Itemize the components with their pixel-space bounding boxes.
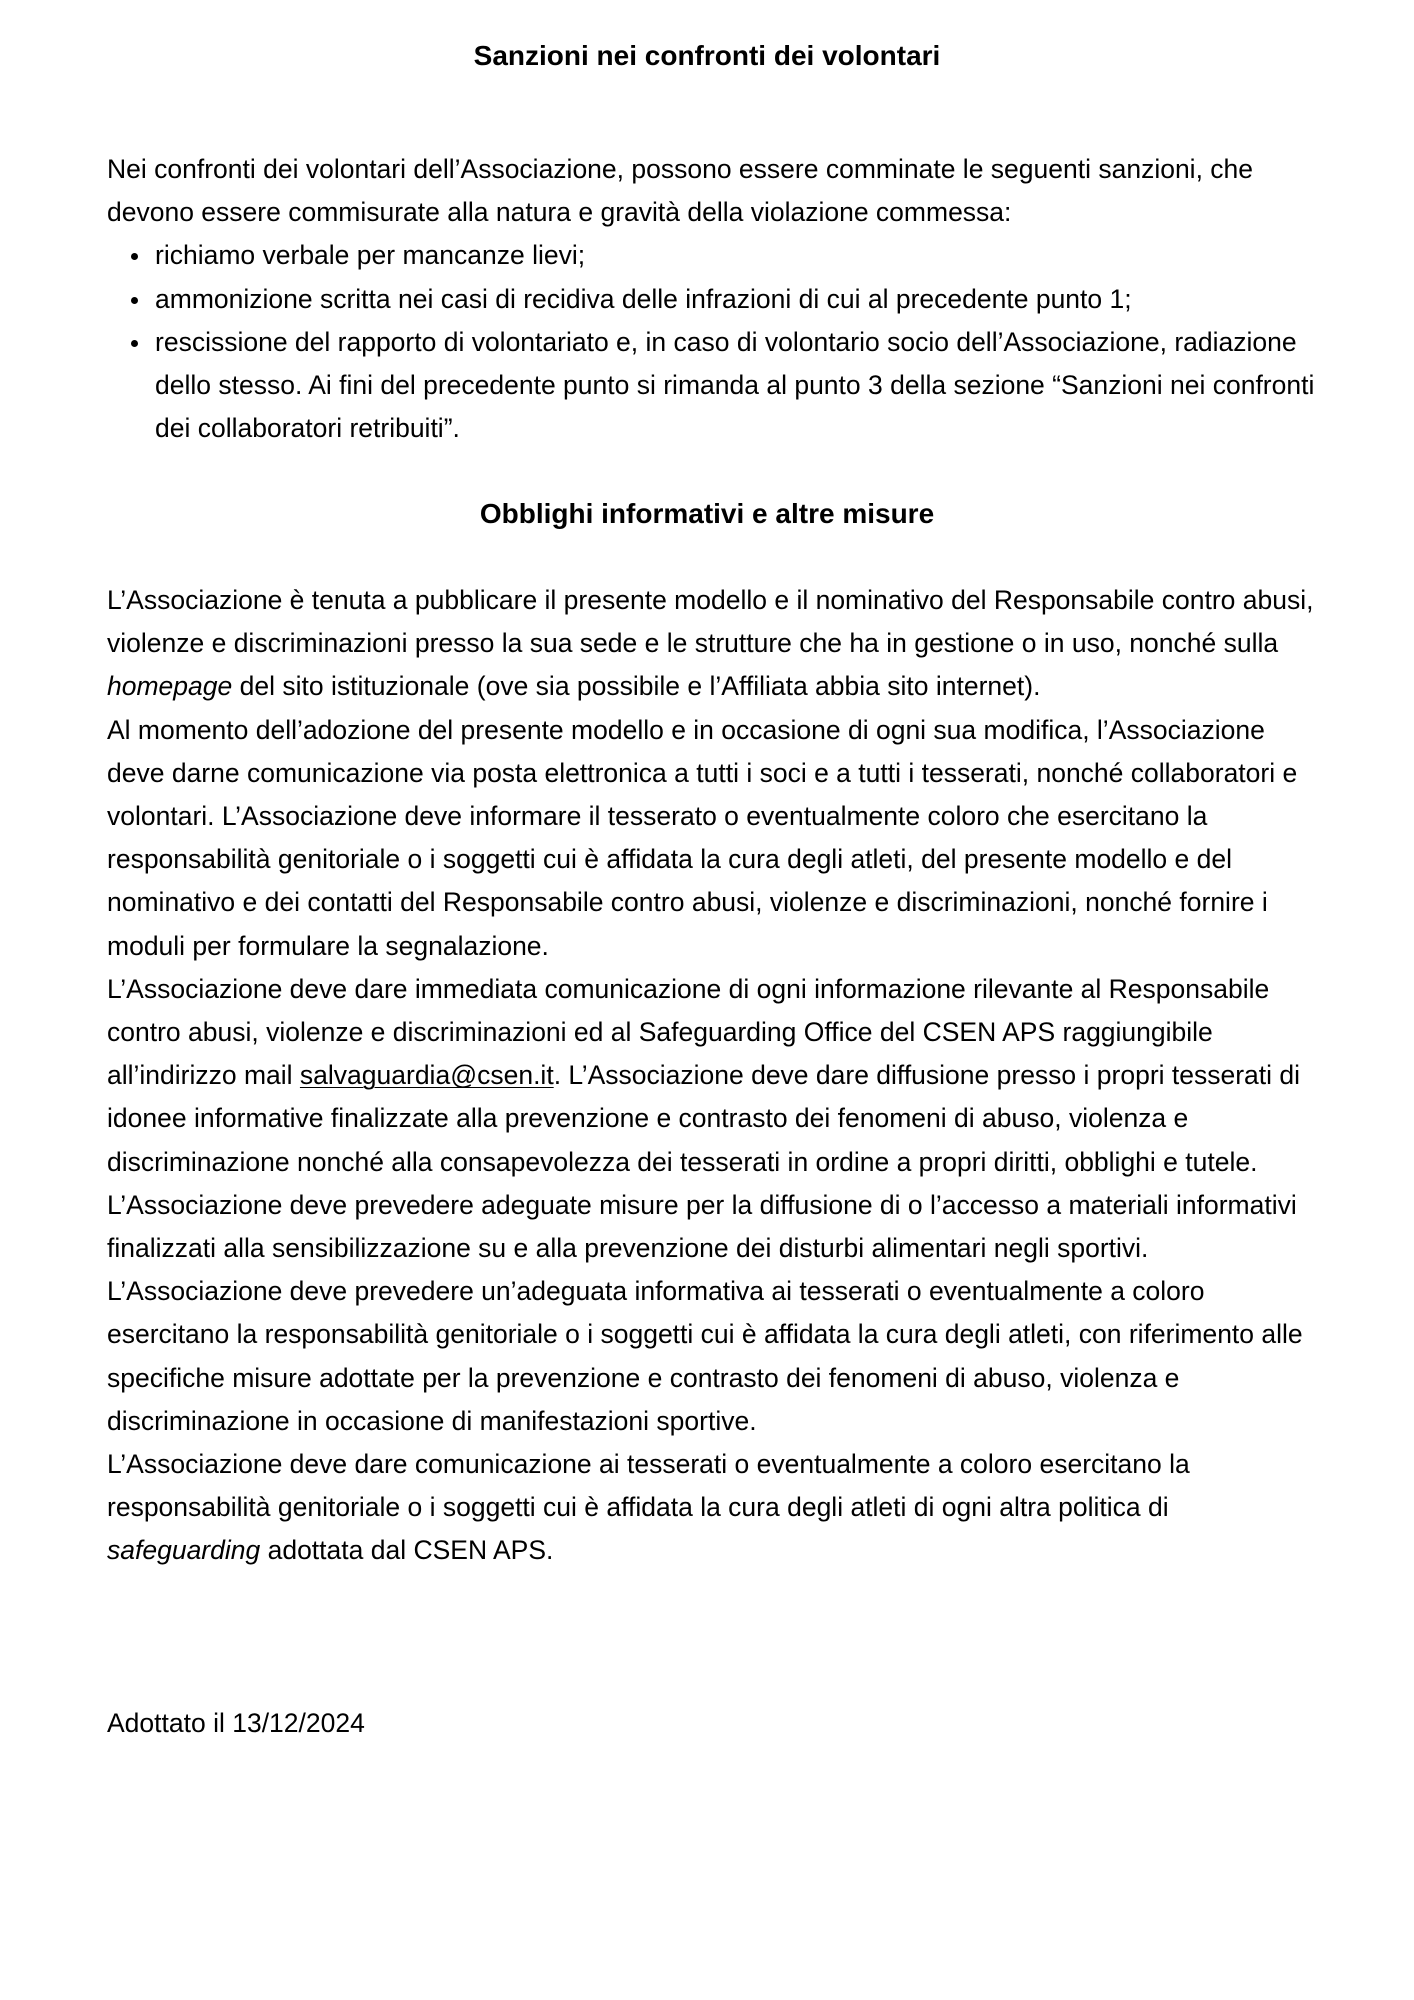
paragraph-text: L’Associazione deve dare comunicazione ai tesserati o eventualmente a coloro esercitano la responsabilità genitoriale o i soggetti cui è affidata la cura degli atleti di ogni altra politica di bbox=[107, 1449, 1190, 1523]
paragraph-text: L’Associazione deve dare immediata comunicazione di ogni informazione rilevante al Responsabile contro abusi, violenze e discriminazioni ed al Safeguarding Office del CSEN APS raggiungibile all’indirizzo mail bbox=[107, 973, 1270, 1091]
sanctions-list bbox=[107, 234, 1327, 450]
paragraph-safeguarding-office bbox=[107, 968, 1327, 1184]
list-item: rescissione del rapporto di volontariato e, in caso di volontario socio dell’Associazione, radiazione dello stesso. Ai fini del precedente punto si rimanda al punto 3 della sezione “Sanzioni nei confronti dei collaboratori retribuiti”. bbox=[155, 321, 1327, 451]
list-item: richiamo verbale per mancanze lievi; bbox=[155, 234, 1327, 277]
section-title-sanzioni-volontari: Sanzioni nei confronti dei volontari bbox=[473, 40, 941, 71]
sanzioni-intro: Nei confronti dei volontari dell’Associazione, possono essere comminate le seguenti sanzioni, che devono essere commisurate alla natura e gravità della violazione commessa: bbox=[107, 154, 1254, 228]
list-item: ammonizione scritta nei casi di recidiva delle infrazioni di cui al precedente punto 1; bbox=[155, 278, 1327, 321]
adoption-date: Adottato il 13/12/2024 bbox=[107, 1708, 365, 1738]
paragraph-text: L’Associazione è tenuta a pubblicare il presente modello e il nominativo del Responsabile contro abusi, violenze e discriminazioni presso la sua sede e le strutture che ha in gestione o in uso, nonché sulla bbox=[107, 585, 1314, 659]
section-title-obblighi-informativi: Obblighi informativi e altre misure bbox=[479, 498, 935, 529]
paragraph-publication bbox=[107, 579, 1327, 709]
paragraph-text: . L’Associazione deve dare diffusione presso i propri tesserati di idonee informative finalizzate alla prevenzione e contrasto dei fenomeni di abuso, violenza e discriminazione nonché alla consapevolezza dei tesserati in ordine a propri diritti, obblighi e tutele. bbox=[107, 1060, 1301, 1177]
email-link[interactable]: salvaguardia@csen.it bbox=[299, 1060, 554, 1091]
section-sanzioni-body bbox=[107, 148, 1327, 450]
paragraph-text: adottata dal CSEN APS. bbox=[260, 1535, 554, 1566]
paragraph-eating-disorders: L’Associazione deve prevedere adeguate misure per la diffusione di o l’accesso a materiali informativi finalizzati alla sensibilizzazione su e alla prevenzione dei disturbi alimentari negli sportivi. L’Associazione deve prevedere un’adeguata informativa ai tesserati o eventualmente a coloro esercitano la responsabilità genitoriale o i soggetti cui è affidata la cura degli atleti, con riferimento alle specifiche misure adottate per la prevenzione e contrasto dei fenomeni di abuso, violenza e discriminazione in occasione di manifestazioni sportive. bbox=[107, 1189, 1303, 1436]
emphasis-safeguarding: safeguarding bbox=[107, 1535, 261, 1566]
paragraph-safeguarding-policy bbox=[107, 1443, 1327, 1573]
paragraph-communication: Al momento dell’adozione del presente modello e in occasione di ogni sua modifica, l’Associazione deve darne comunicazione via posta elettronica a tutti i soci e a tutti i tesserati, nonché collaboratori e volontari. L’Associazione deve informare il tesserato o eventualmente coloro che esercitano la responsabilità genitoriale o i soggetti cui è affidata la cura degli atleti, del presente modello e del nominativo e dei contatti del Responsabile contro abusi, violenze e discriminazioni, nonché fornire i moduli per formulare la segnalazione. bbox=[107, 714, 1298, 961]
paragraph-text: del sito istituzionale (ove sia possibile e l’Affiliata abbia sito internet). bbox=[232, 671, 1041, 702]
emphasis-homepage: homepage bbox=[107, 671, 233, 702]
section-obblighi-body bbox=[107, 579, 1327, 1573]
